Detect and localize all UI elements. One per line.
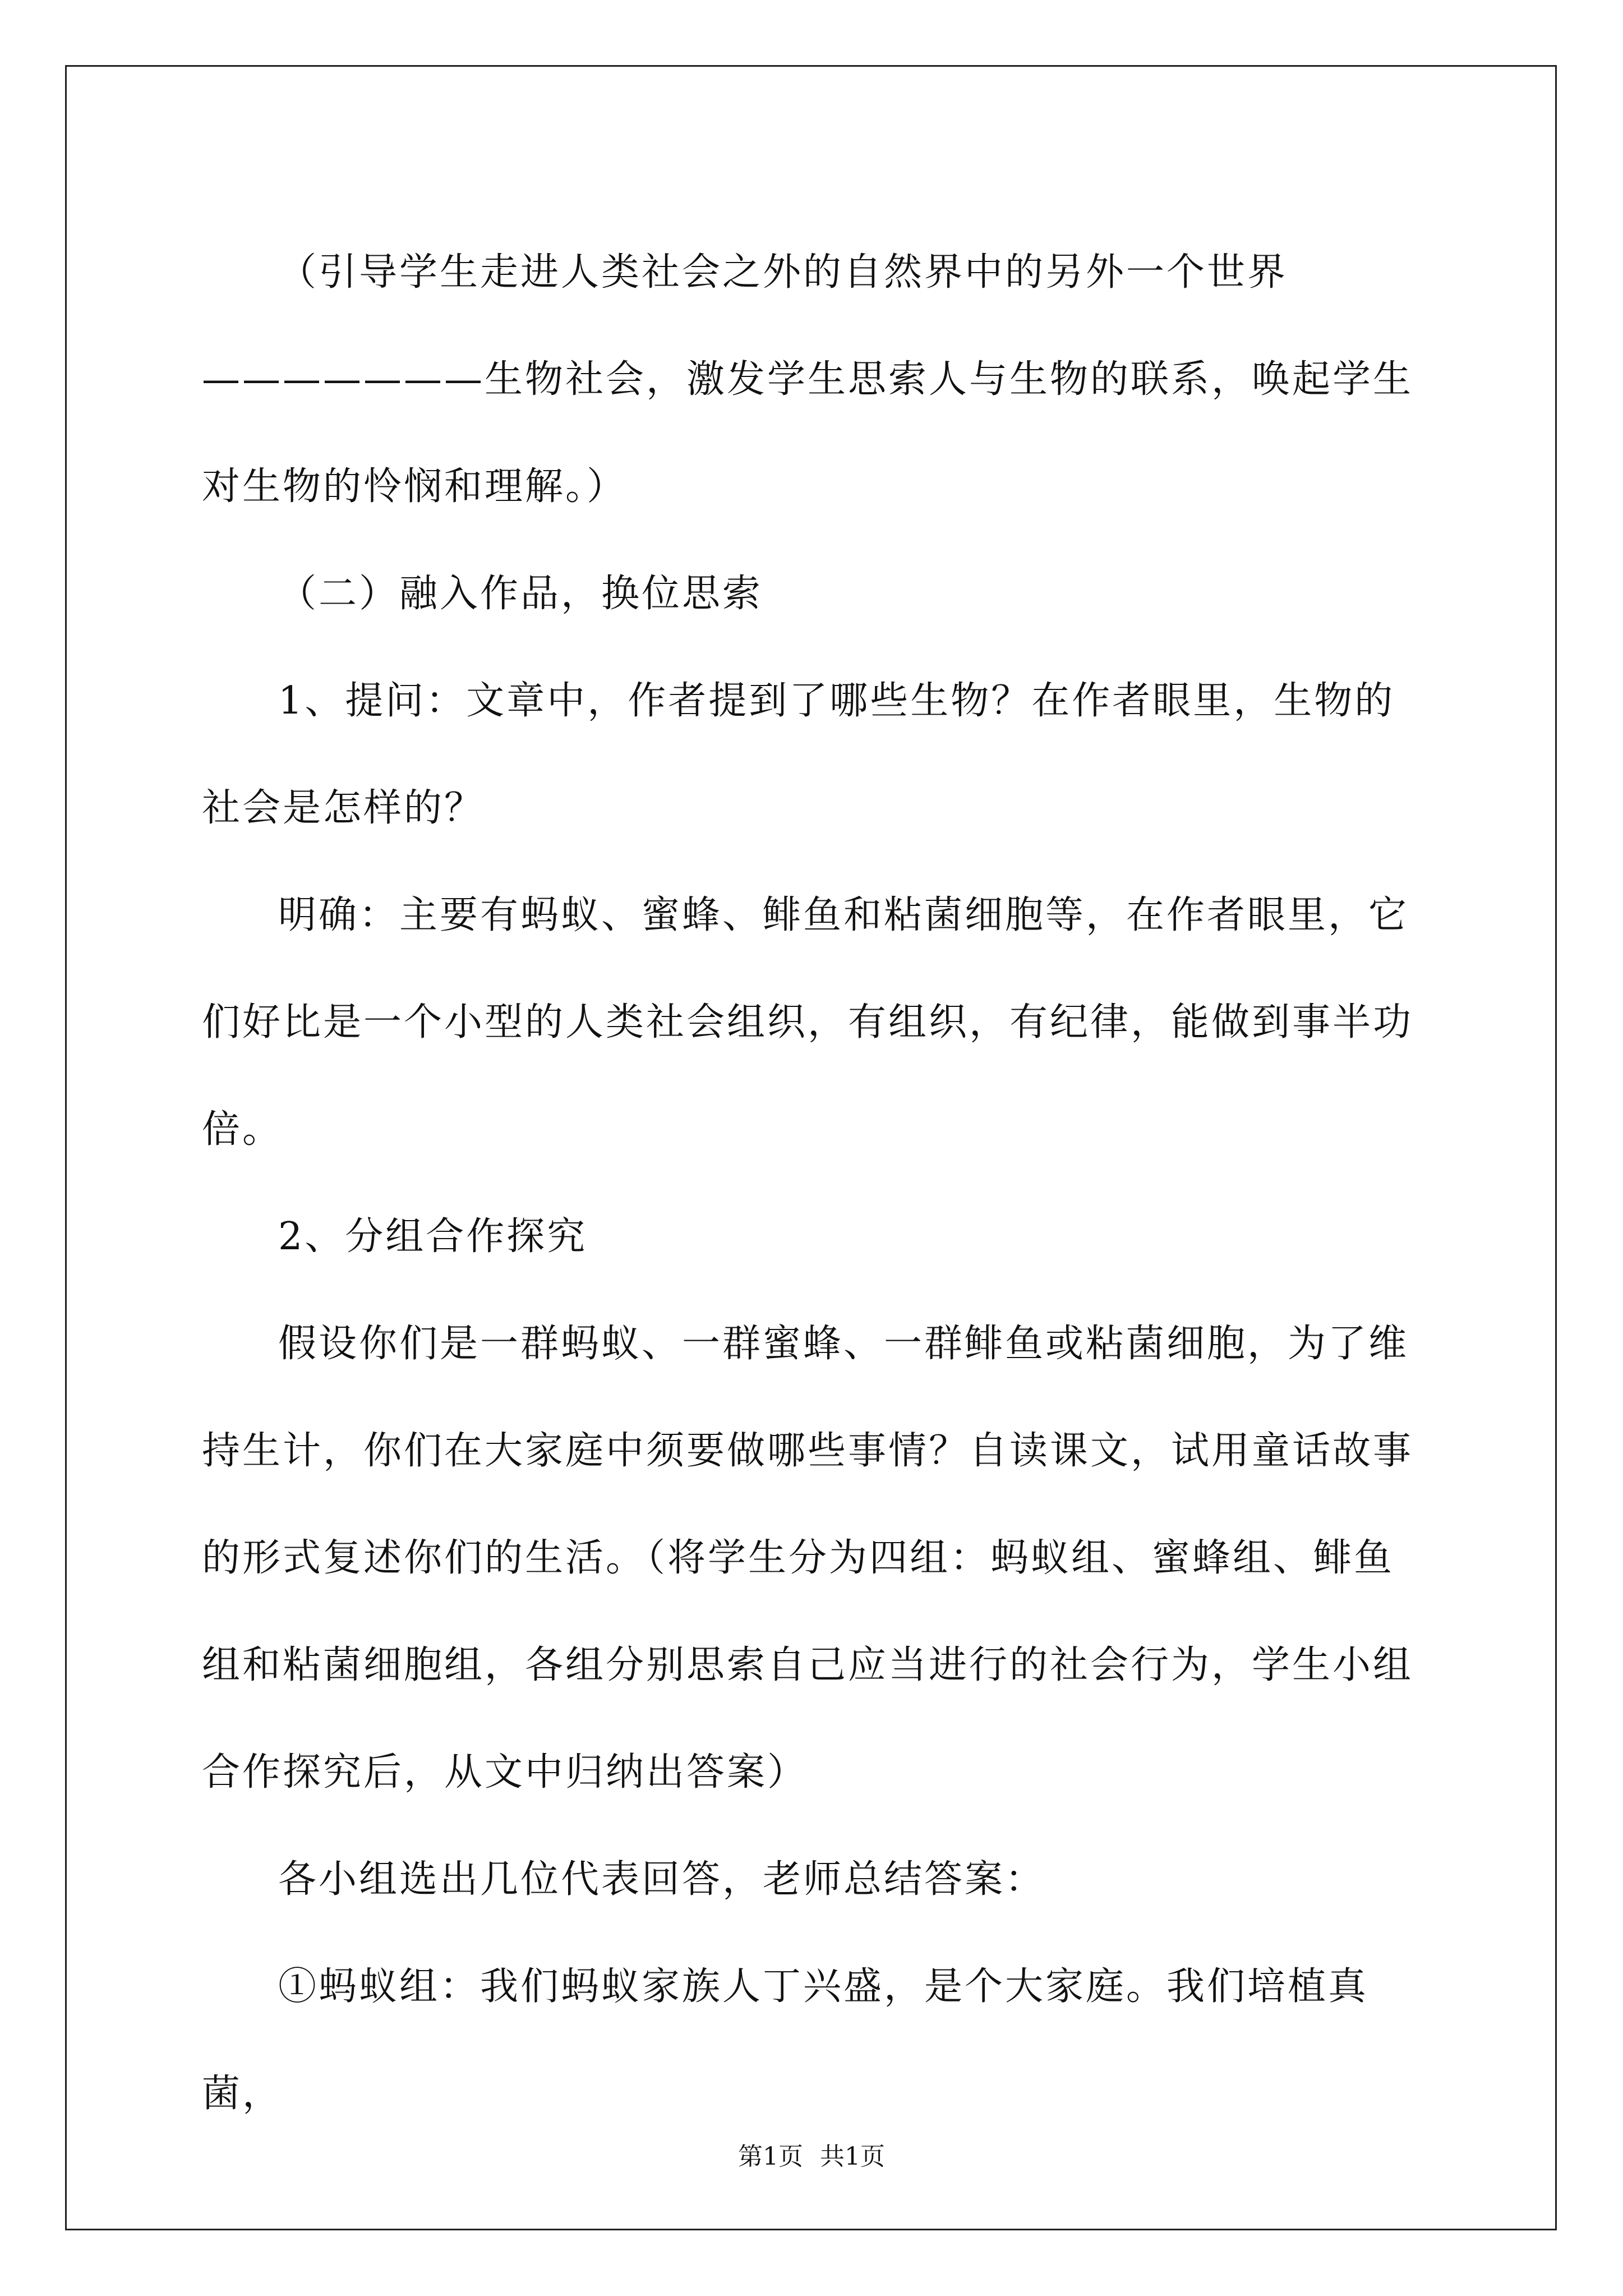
paragraph-4: 明确：主要有蚂蚁、蜜蜂、鲱鱼和粘菌细胞等，在作者眼里，它们好比是一个小型的人类社会组织，有组织，有纪律，能做到事半功倍。	[202, 893, 1414, 1152]
page-number: 第1页	[738, 2142, 803, 2171]
paragraph-3: 1、提问：文章中，作者提到了哪些生物？在作者眼里，生物的社会是怎样的？	[202, 679, 1395, 830]
document-body	[202, 219, 1430, 2147]
paragraph-2: （二）融入作品，换位思索	[278, 572, 763, 616]
paragraph-1: （引导学生走进人类社会之外的自然界中的另外一个世界———————生物社会，激发学生思索人与生物的联系，唤起学生对生物的怜悯和理解。）	[202, 250, 1414, 509]
page-total: 共1页	[820, 2142, 885, 2171]
paragraph-8: ①蚂蚁组：我们蚂蚁家族人丁兴盛，是个大家庭。我们培植真菌，	[202, 1964, 1369, 2116]
paragraph-7: 各小组选出几位代表回答，老师总结答案：	[278, 1857, 1046, 1902]
paragraph-5: 2、分组合作探究	[278, 1214, 588, 1259]
paragraph-6: 假设你们是一群蚂蚁、一群蜜蜂、一群鲱鱼或粘菌细胞，为了维持生计，你们在大家庭中须要做哪些事情？自读课文，试用童话故事的形式复述你们的生活。（将学生分为四组：蚂蚁组、蜜蜂组、鲱鱼组和粘菌细胞组，各组分别思索自己应当进行的社会行为，学生小组合作探究后，从文中归纳出答案）	[202, 1322, 1414, 1795]
page-footer	[0, 2136, 1623, 2172]
